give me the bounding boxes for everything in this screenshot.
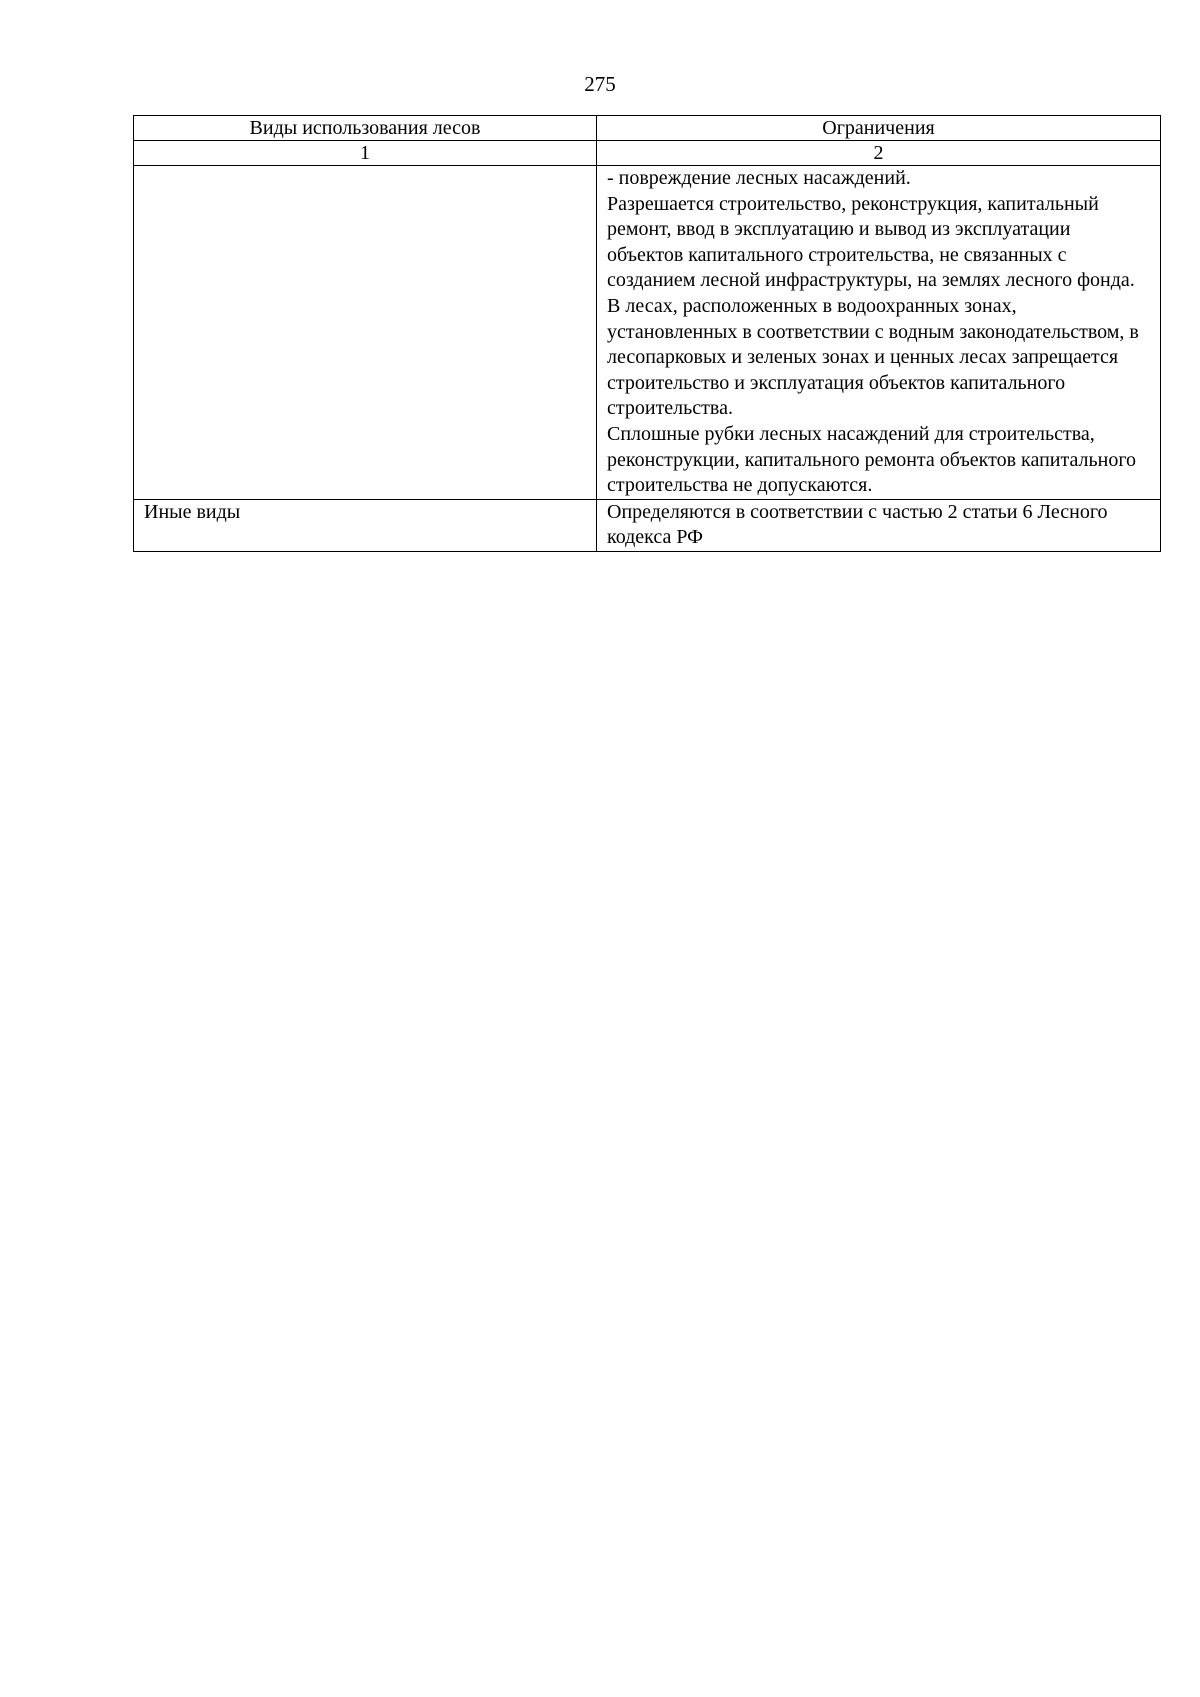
table-header-row: [134, 116, 1161, 141]
restriction-paragraph: Определяются в соответствии с частью 2 статьи 6 Лесного кодекса РФ: [607, 500, 1108, 549]
forest-use-table: [133, 115, 1161, 552]
restrictions-cell: [597, 166, 1161, 500]
restriction-paragraph: - повреждение лесных насаждений.: [607, 167, 911, 189]
column-number-2: 2: [597, 141, 1161, 166]
page-number: 275: [584, 72, 616, 96]
restriction-paragraph: Разрешается строительство, реконструкция, капитальный ремонт, ввод в эксплуатацию и вывод из эксплуатации объектов капитального строительства, не связанных с созданием лесной инфраструктуры, на землях лесного фонда.: [607, 192, 1135, 292]
table-row: [134, 499, 1161, 551]
column-number-row: [134, 141, 1161, 166]
restriction-paragraph: Сплошные рубки лесных насаждений для строительства, реконструкции, капитального ремонта объектов капитального строительства не допускаются.: [607, 422, 1137, 497]
column-number-1: 1: [134, 141, 597, 166]
forest-use-type-cell: [134, 166, 597, 500]
forest-use-type-cell: Иные виды: [134, 499, 597, 551]
table-row: [134, 166, 1161, 500]
restrictions-cell: [597, 499, 1161, 551]
restriction-paragraph: В лесах, расположенных в водоохранных зонах, установленных в соответствии с водным законодательством, в лесопарковых и зеленых зонах и ценных лесах запрещается строительство и эксплуатация объектов капитального строительства.: [607, 294, 1139, 420]
header-restrictions: Ограничения: [597, 116, 1161, 141]
header-forest-use-types: Виды использования лесов: [134, 116, 597, 141]
